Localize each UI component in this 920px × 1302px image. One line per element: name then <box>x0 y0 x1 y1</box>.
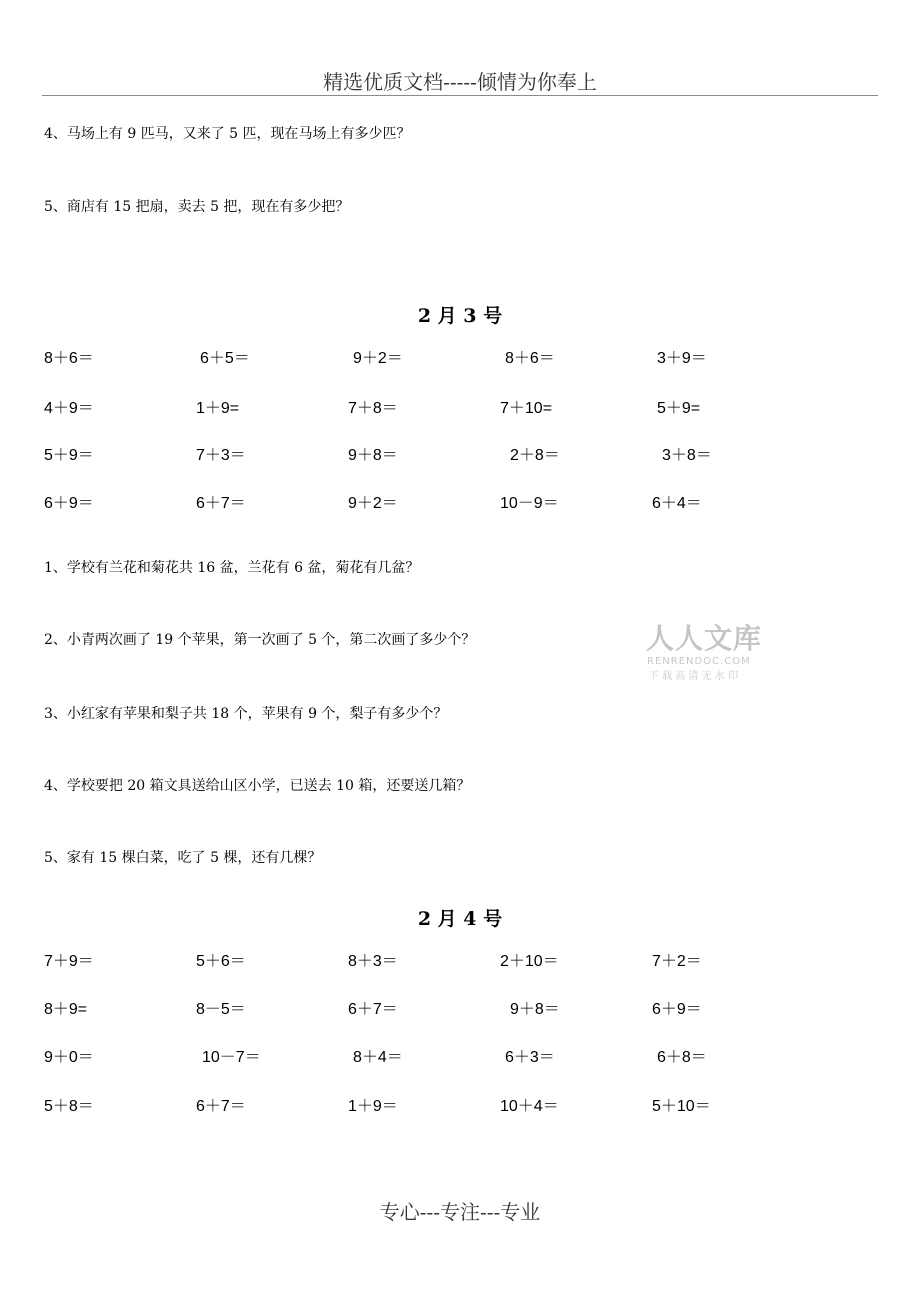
equation: 4＋9＝ <box>44 400 94 417</box>
equation: 5＋6＝ <box>196 953 246 970</box>
word-problem: 4、学校要把 20 箱文具送给山区小学，已送去 10 箱，还要送几箱？ <box>44 778 471 794</box>
word-problem: 5、商店有 15 把扇，卖去 5 把，现在有多少把？ <box>44 199 350 215</box>
equation: 6＋5＝ <box>200 350 250 367</box>
equation: 7＋8＝ <box>348 400 398 417</box>
page-header: 精选优质文档-----倾情为你奉上 <box>323 70 597 94</box>
word-problem: 2、小青两次画了 19 个苹果，第一次画了 5 个，第二次画了多少个？ <box>44 632 476 648</box>
header-divider <box>42 95 878 96</box>
equation: 9＋8＝ <box>348 447 398 464</box>
equation: 10－9＝ <box>500 495 559 512</box>
equation: 7＋9＝ <box>44 953 94 970</box>
equation: 6＋9＝ <box>652 1001 702 1018</box>
section-title-feb-4: 2 月 4 号 <box>417 908 503 930</box>
equation: 8－5＝ <box>196 1001 246 1018</box>
equation: 9＋2＝ <box>348 495 398 512</box>
svg-text:RENRENDOC.COM: RENRENDOC.COM <box>647 656 751 667</box>
equation: 7＋3＝ <box>196 447 246 464</box>
equation: 8＋6＝ <box>44 350 94 367</box>
equation: 5＋9= <box>657 400 701 417</box>
equation: 6＋7＝ <box>196 1098 246 1115</box>
svg-text:下 载 高 清 无 水 印: 下 载 高 清 无 水 印 <box>649 671 739 682</box>
equation: 7＋2＝ <box>652 953 702 970</box>
renrendoc-watermark-logo <box>640 618 780 688</box>
equation: 6＋4＝ <box>652 495 702 512</box>
equation: 7＋10= <box>500 400 553 417</box>
equation: 6＋3＝ <box>505 1049 555 1066</box>
svg-text:人人文库: 人人文库 <box>646 622 763 655</box>
equation: 9＋8＝ <box>510 1001 560 1018</box>
equation: 5＋8＝ <box>44 1098 94 1115</box>
equation: 6＋7＝ <box>348 1001 398 1018</box>
equation: 8＋3＝ <box>348 953 398 970</box>
equation: 1＋9＝ <box>348 1098 398 1115</box>
equation: 5＋10＝ <box>652 1098 711 1115</box>
equation: 6＋7＝ <box>196 495 246 512</box>
word-problem: 5、家有 15 棵白菜，吃了 5 棵，还有几棵？ <box>44 850 322 866</box>
equation: 6＋8＝ <box>657 1049 707 1066</box>
page-footer: 专心---专注---专业 <box>379 1200 541 1224</box>
word-problem: 4、马场上有 9 匹马，又来了 5 匹，现在马场上有多少匹？ <box>44 126 411 142</box>
equation: 5＋9＝ <box>44 447 94 464</box>
equation: 8＋9= <box>44 1001 88 1018</box>
equation: 6＋9＝ <box>44 495 94 512</box>
equation: 9＋2＝ <box>353 350 403 367</box>
section-title-feb-3: 2 月 3 号 <box>417 305 503 327</box>
equation: 2＋10＝ <box>500 953 559 970</box>
word-problem: 3、小红家有苹果和梨子共 18 个，苹果有 9 个，梨子有多少个？ <box>44 706 448 722</box>
equation: 8＋4＝ <box>353 1049 403 1066</box>
equation: 3＋9＝ <box>657 350 707 367</box>
equation: 8＋6＝ <box>505 350 555 367</box>
equation: 2＋8＝ <box>510 447 560 464</box>
equation: 10＋4＝ <box>500 1098 559 1115</box>
equation: 10－7＝ <box>202 1049 261 1066</box>
word-problem: 1、学校有兰花和菊花共 16 盆，兰花有 6 盆，菊花有几盆？ <box>44 560 420 576</box>
equation: 3＋8＝ <box>662 447 712 464</box>
equation: 1＋9= <box>196 400 240 417</box>
equation: 9＋0＝ <box>44 1049 94 1066</box>
